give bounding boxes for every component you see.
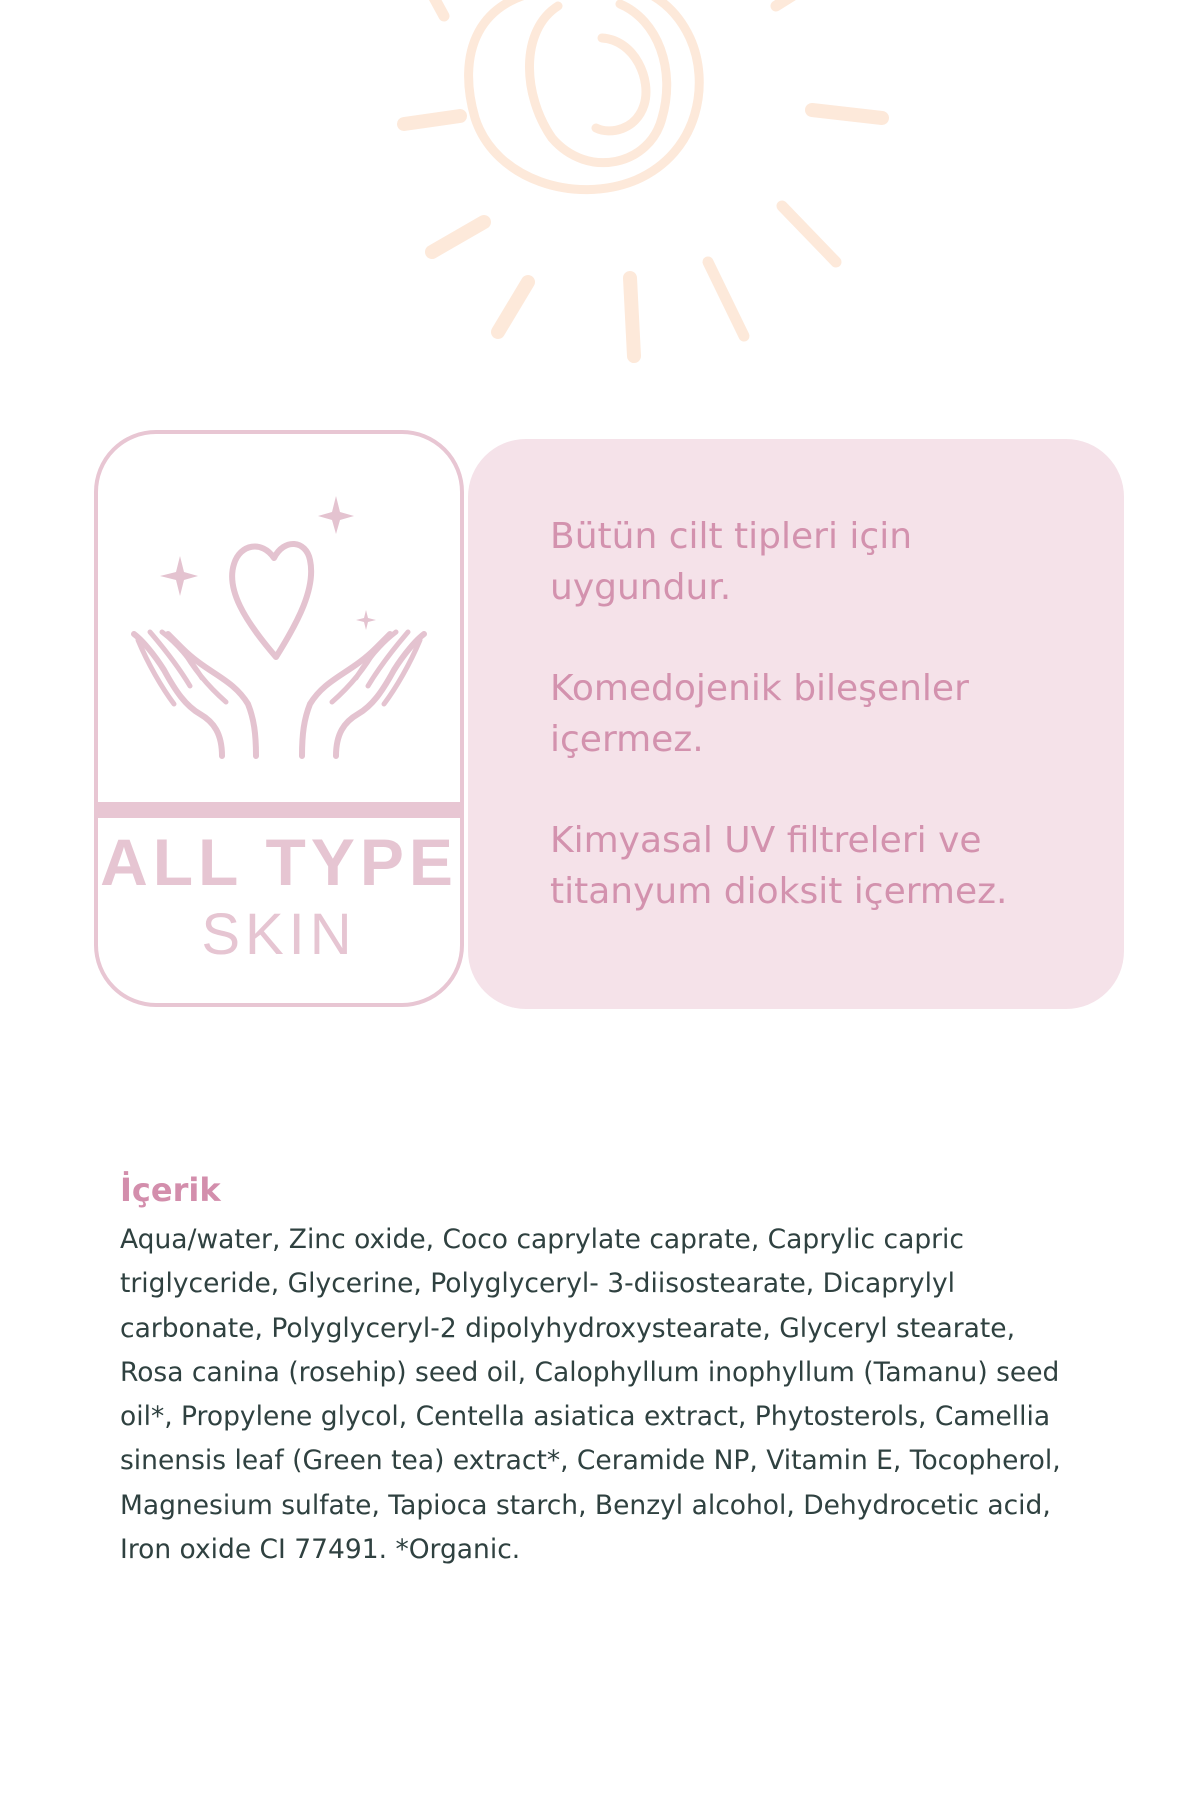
badge-title: ALL TYPE [100, 825, 458, 899]
ingredients-title: İçerik [120, 1171, 221, 1209]
feature-non-comedogenic: Komedojenik bileşenler içermez. [550, 668, 969, 760]
features-card [468, 439, 1124, 1009]
all-type-skin-badge [94, 430, 464, 1007]
badge-divider [94, 802, 464, 818]
hands-heart-icon [98, 434, 460, 794]
sun-icon [340, 0, 920, 380]
ingredients-section [120, 1162, 1080, 1572]
feature-all-skin-types: Bütün cilt tipleri için uygundur. [550, 516, 913, 608]
ingredients-list: Aqua/water, Zinc oxide, Coco caprylate caprate, Caprylic capric triglyceride, Glycerine, Polyglyceryl- 3-diisostearate, Dicaprylyl carbonate, Polyglyceryl-2 dipolyhydroxystearate, Glyceryl stearate, Rosa canina (rosehip) seed oil, Calophyllum inophyllum (Tamanu) seed oil*, Propylene glycol, Centella asiatica extract, Phytosterols, Camellia sinensis leaf (Green tea) extract*, Ceramide NP, Vitamin E, Tocopherol, Magnesium sulfate, Tapioca starch, Benzyl alcohol, Dehydrocetic acid, Iron oxide CI 77491. *Organic. [120, 1224, 1061, 1566]
badge-subtitle: SKIN [201, 902, 357, 967]
feature-no-chemical-uv-filters: Kimyasal UV filtreleri ve titanyum dioksit içermez. [550, 820, 1008, 912]
